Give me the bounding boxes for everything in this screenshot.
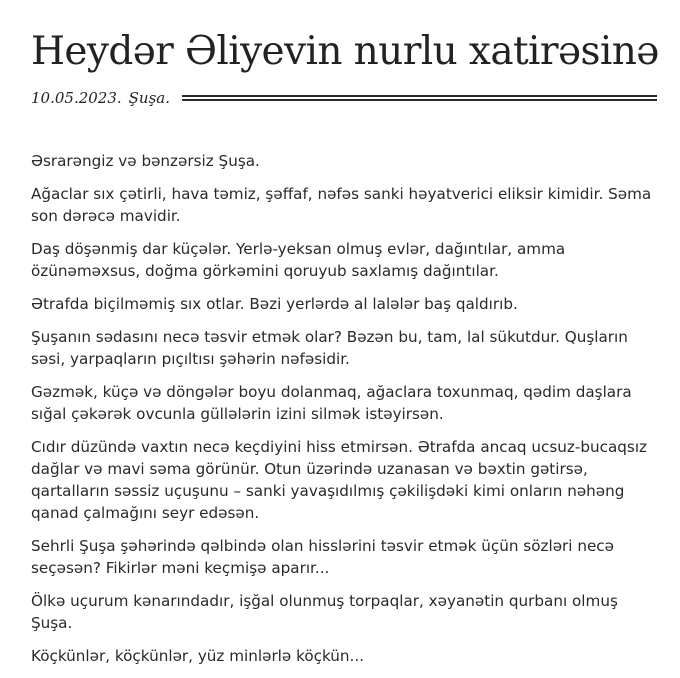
paragraph: Əsrarəngiz və bənzərsiz Şuşa.	[31, 152, 260, 170]
paragraph: Gəzmək, küçə və döngələr boyu dolanmaq, ağaclara toxunmaq, qədim daşlara sığal çəkərək ovcunla güllələrin izini silmək istəyirsən.	[31, 383, 632, 423]
article-body	[31, 150, 661, 678]
article-date: 10.05.2023.	[31, 89, 122, 107]
paragraph: Köçkünlər, köçkünlər, yüz minlərlə köçkün...	[31, 647, 365, 665]
paragraph: Cıdır düzündə vaxtın necə keçdiyini hiss etmirsən. Ətrafda ancaq ucsuz-bucaqsız dağlar və mavi səma görünür. Otun üzərində uzanasan və bəxtin gətirsə, qartalların səssiz uçuşunu – sanki yavaşıdılmış çəkilişdəki kimi onların nəhəng qanad çalmağını seyr edəsən.	[31, 438, 648, 522]
article-title: Heydər Əliyevin nurlu xatirəsinə	[31, 29, 659, 74]
article-meta	[31, 86, 657, 110]
paragraph: Ətrafda biçilməmiş sıx otlar. Bəzi yerlərdə al lalələr baş qaldırıb.	[31, 295, 518, 313]
paragraph: Ölkə uçurum kənarındadır, işğal olunmuş torpaqlar, xəyanətin qurbanı olmuş Şuşa.	[31, 592, 618, 632]
paragraph: Ağaclar sıx çətirli, hava təmiz, şəffaf, nəfəs sanki həyatverici eliksir kimidir. Səma son dərəcə mavidir.	[31, 185, 652, 225]
double-rule-divider	[182, 95, 657, 101]
article-place: Şuşa.	[128, 89, 171, 107]
paragraph: Sehrli Şuşa şəhərində qəlbində olan hisslərini təsvir etmək üçün sözləri necə seçəsən? Fikirlər məni keçmişə aparır...	[31, 537, 615, 577]
paragraph: Daş döşənmiş dar küçələr. Yerlə-yeksan olmuş evlər, dağıntılar, amma özünəməxsus, doğma görkəmini qoruyub saxlamış dağıntılar.	[31, 240, 566, 280]
paragraph: Şuşanın sədasını necə təsvir etmək olar? Bəzən bu, tam, lal sükutdur. Quşların səsi, yarpaqların pıçıltısı şəhərin nəfəsidir.	[31, 328, 628, 368]
